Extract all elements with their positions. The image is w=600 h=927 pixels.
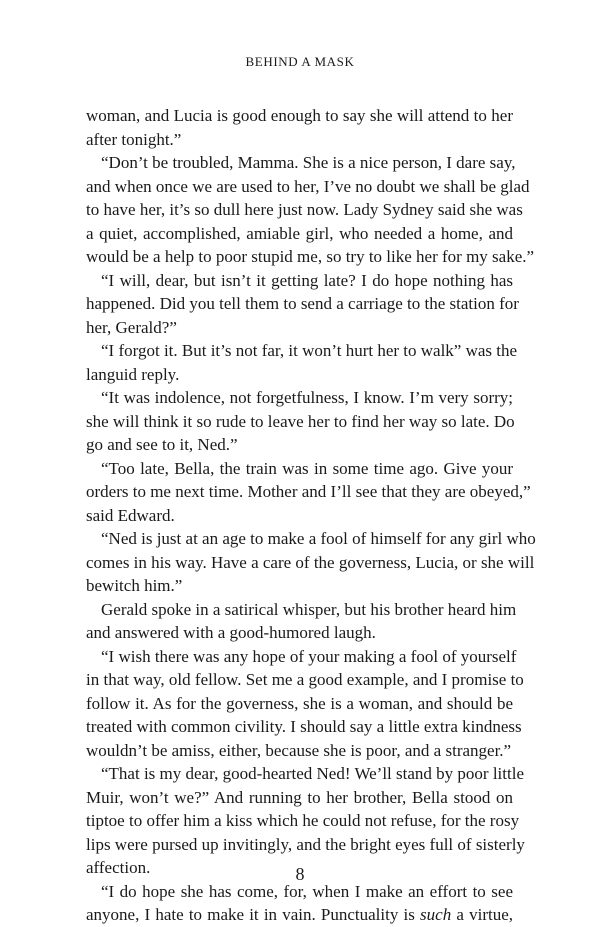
text-line: wouldn’t be amiss, either, because she is poor, and a stranger.” xyxy=(86,740,512,760)
text-line: she will think it so rude to leave her to find her way so late. Do xyxy=(86,411,515,431)
text-line: treated with common civility. I should say a little extra kindness xyxy=(86,717,522,736)
text-line: would be a help to poor stupid me, so try to like her for my sake.” xyxy=(86,247,535,266)
text-line: comes in his way. Have a care of the governess, Lucia, or she will xyxy=(86,552,535,572)
body-text xyxy=(86,104,536,927)
text-line: woman, and Lucia is good enough to say she will attend to her xyxy=(86,106,513,125)
text-line: affection. xyxy=(86,858,151,877)
text-line: “Don’t be troubled, Mamma. She is a nice person, I dare say, xyxy=(101,153,516,172)
text-line: “That is my dear, good-hearted Ned! We’ll stand by poor little xyxy=(101,764,524,783)
text-line: “I wish there was any hope of your making a fool of yourself xyxy=(101,646,517,666)
text-line: follow it. As for the governess, she is a woman, and should be xyxy=(86,693,513,713)
text-segment: a virtue, xyxy=(451,905,513,924)
text-line: Muir, won’t we?” And running to her brother, Bella stood on xyxy=(86,787,513,807)
text-line: “I do hope she has come, for, when I make an effort to see xyxy=(101,881,513,901)
text-segment: anyone, I hate to make it in vain. Punctuality is xyxy=(86,905,421,924)
text-line: after tonight.” xyxy=(86,129,182,149)
text-line: a quiet, accomplished, amiable girl, who needed a home, and xyxy=(86,223,513,243)
text-line: orders to me next time. Mother and I’ll see that they are obeyed,” xyxy=(86,482,531,501)
text-line: “I forgot it. But it’s not far, it won’t hurt her to walk” was the xyxy=(101,341,518,360)
text-line xyxy=(86,903,513,927)
text-line: to have her, it’s so dull here just now. Lady Sydney said she was xyxy=(86,200,523,219)
text-line: “I will, dear, but isn’t it getting late? I do hope nothing has xyxy=(101,270,513,290)
emphasis-text: such xyxy=(420,905,452,924)
text-line: said Edward. xyxy=(86,505,175,525)
text-line: happened. Did you tell them to send a carriage to the station for xyxy=(86,294,519,313)
text-line: bewitch him.” xyxy=(86,576,183,595)
text-line: and answered with a good-humored laugh. xyxy=(86,623,376,642)
text-line: Gerald spoke in a satirical whisper, but his brother heard him xyxy=(101,599,517,619)
text-line: tiptoe to offer him a kiss which he could not refuse, for the rosy xyxy=(86,811,520,830)
text-line: in that way, old fellow. Set me a good example, and I promise to xyxy=(86,670,524,689)
text-line: lips were pursed up invitingly, and the bright eyes full of sisterly xyxy=(86,834,525,854)
text-line: “It was indolence, not forgetfulness, I know. I’m very sorry; xyxy=(101,388,513,407)
text-line: her, Gerald?” xyxy=(86,317,177,337)
text-line: languid reply. xyxy=(86,364,180,384)
running-head: BEHIND A MASK xyxy=(245,54,355,69)
page-number: 8 xyxy=(295,864,305,884)
text-line: “Too late, Bella, the train was in some time ago. Give your xyxy=(101,458,513,478)
text-line: go and see to it, Ned.” xyxy=(86,435,238,454)
text-line: “Ned is just at an age to make a fool of himself for any girl who xyxy=(101,529,536,548)
text-line: and when once we are used to her, I’ve no doubt we shall be glad xyxy=(86,176,530,196)
